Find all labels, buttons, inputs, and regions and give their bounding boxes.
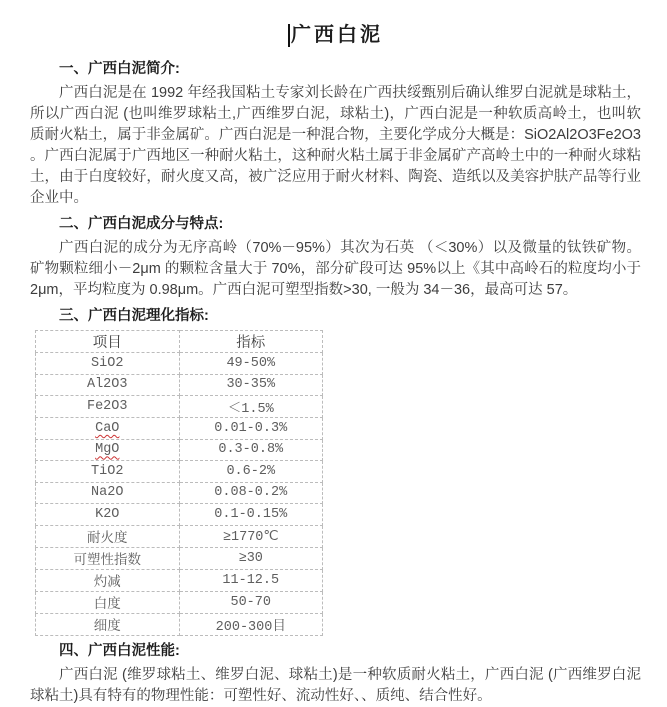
- section-properties-paragraph: 广西白泥 (维罗球粘土、维罗白泥、球粘土)是一种软质耐火粘土，广西白泥 (广西维罗白泥球粘土)具有特有的物理性能：可塑性好、流动性好、、质纯、结合性好。: [30, 666, 641, 704]
- section-composition-paragraph: 广西白泥的成分为无序高岭（70%－95%）其次为石英 （＜30%）以及微量的钛铁矿物。矿物颗粒细小－2μm 的颗粒含量大于 70%，部分矿段可达 95%以上《其中高岭石的粒度均小于 2μm，平均粒度为 0.98μm。广西白泥可塑型指数>30, 一般为 34－36，最高可达 57。: [30, 240, 641, 298]
- table-row: [36, 504, 323, 526]
- item-cell: 耐火度: [36, 525, 180, 547]
- item-cell: 灼减: [36, 569, 180, 591]
- table-row: [36, 396, 323, 418]
- table-row: [36, 591, 323, 613]
- item-cell: 白度: [36, 591, 180, 613]
- table-row: [36, 374, 323, 396]
- section-intro-paragraph: 广西白泥是在 1992 年经我国粘土专家刘长龄在广西扶绥甄别后确认维罗白泥就是球粘土，所以广西白泥 (也叫维罗球粘土,广西维罗白泥，球粘土)，广西白泥是一种软质高岭土，也叫软质耐火粘土，属于非金属矿。广西白泥是一种混合物，主要化学成分大概是：SiO2Al2O3Fe2O3 。广西白泥属于广西地区一种耐火粘土，这种耐火粘土属于非金属矿产高岭土中的一种耐火球粘土，由于白度较好，耐火度又高，被广泛应用于耐火材料、陶瓷、造纸以及美容护肤产品等行业企业中。: [30, 85, 641, 206]
- table-row: [36, 569, 323, 591]
- item-cell: 可塑性指数: [36, 547, 180, 569]
- section-indicators-heading: 三、广西白泥理化指标:: [59, 308, 209, 324]
- value-cell: 200-300目: [179, 613, 323, 635]
- item-cell: Fe2O3: [36, 396, 180, 418]
- value-cell: 0.01-0.3%: [179, 418, 323, 440]
- item-cell: TiO2: [36, 461, 180, 483]
- item-cell: CaO: [36, 418, 180, 440]
- table-row: [36, 525, 323, 547]
- section-properties-heading: 四、广西白泥性能:: [59, 642, 180, 659]
- indicators-table-header-row: [36, 331, 323, 353]
- table-row: [36, 547, 323, 569]
- value-cell: 0.3-0.8%: [179, 439, 323, 461]
- value-cell: 30-35%: [179, 374, 323, 396]
- item-cell: MgO: [36, 439, 180, 461]
- value-cell: ≥1770℃: [179, 525, 323, 547]
- item-cell: 细度: [36, 613, 180, 635]
- value-cell: 0.1-0.15%: [179, 504, 323, 526]
- table-row: [36, 418, 323, 440]
- value-cell: 50-70: [179, 591, 323, 613]
- item-cell: SiO2: [36, 353, 180, 375]
- column-header-value: 指标: [179, 331, 323, 353]
- table-row: [36, 482, 323, 504]
- value-cell: 11-12.5: [179, 569, 323, 591]
- indicators-table: [35, 330, 323, 636]
- indicators-table-body: [36, 353, 323, 636]
- value-cell: ＜1.5%: [179, 396, 323, 418]
- section-intro-heading: 一、广西白泥简介:: [59, 61, 180, 77]
- table-row: [36, 353, 323, 375]
- value-cell: 0.6-2%: [179, 461, 323, 483]
- value-cell: 0.08-0.2%: [179, 482, 323, 504]
- section-composition-heading: 二、广西白泥成分与特点:: [59, 216, 224, 232]
- item-cell: K2O: [36, 504, 180, 526]
- column-header-item: 项目: [36, 331, 180, 353]
- table-row: [36, 461, 323, 483]
- item-cell: Al2O3: [36, 374, 180, 396]
- document-title-row: [30, 22, 641, 48]
- document-title: 广西白泥: [291, 24, 383, 46]
- value-cell: 49-50%: [179, 353, 323, 375]
- table-row: [36, 439, 323, 461]
- text-cursor-caret: [288, 24, 290, 47]
- value-cell: ≥30: [179, 547, 323, 569]
- item-cell: Na2O: [36, 482, 180, 504]
- table-row: [36, 613, 323, 635]
